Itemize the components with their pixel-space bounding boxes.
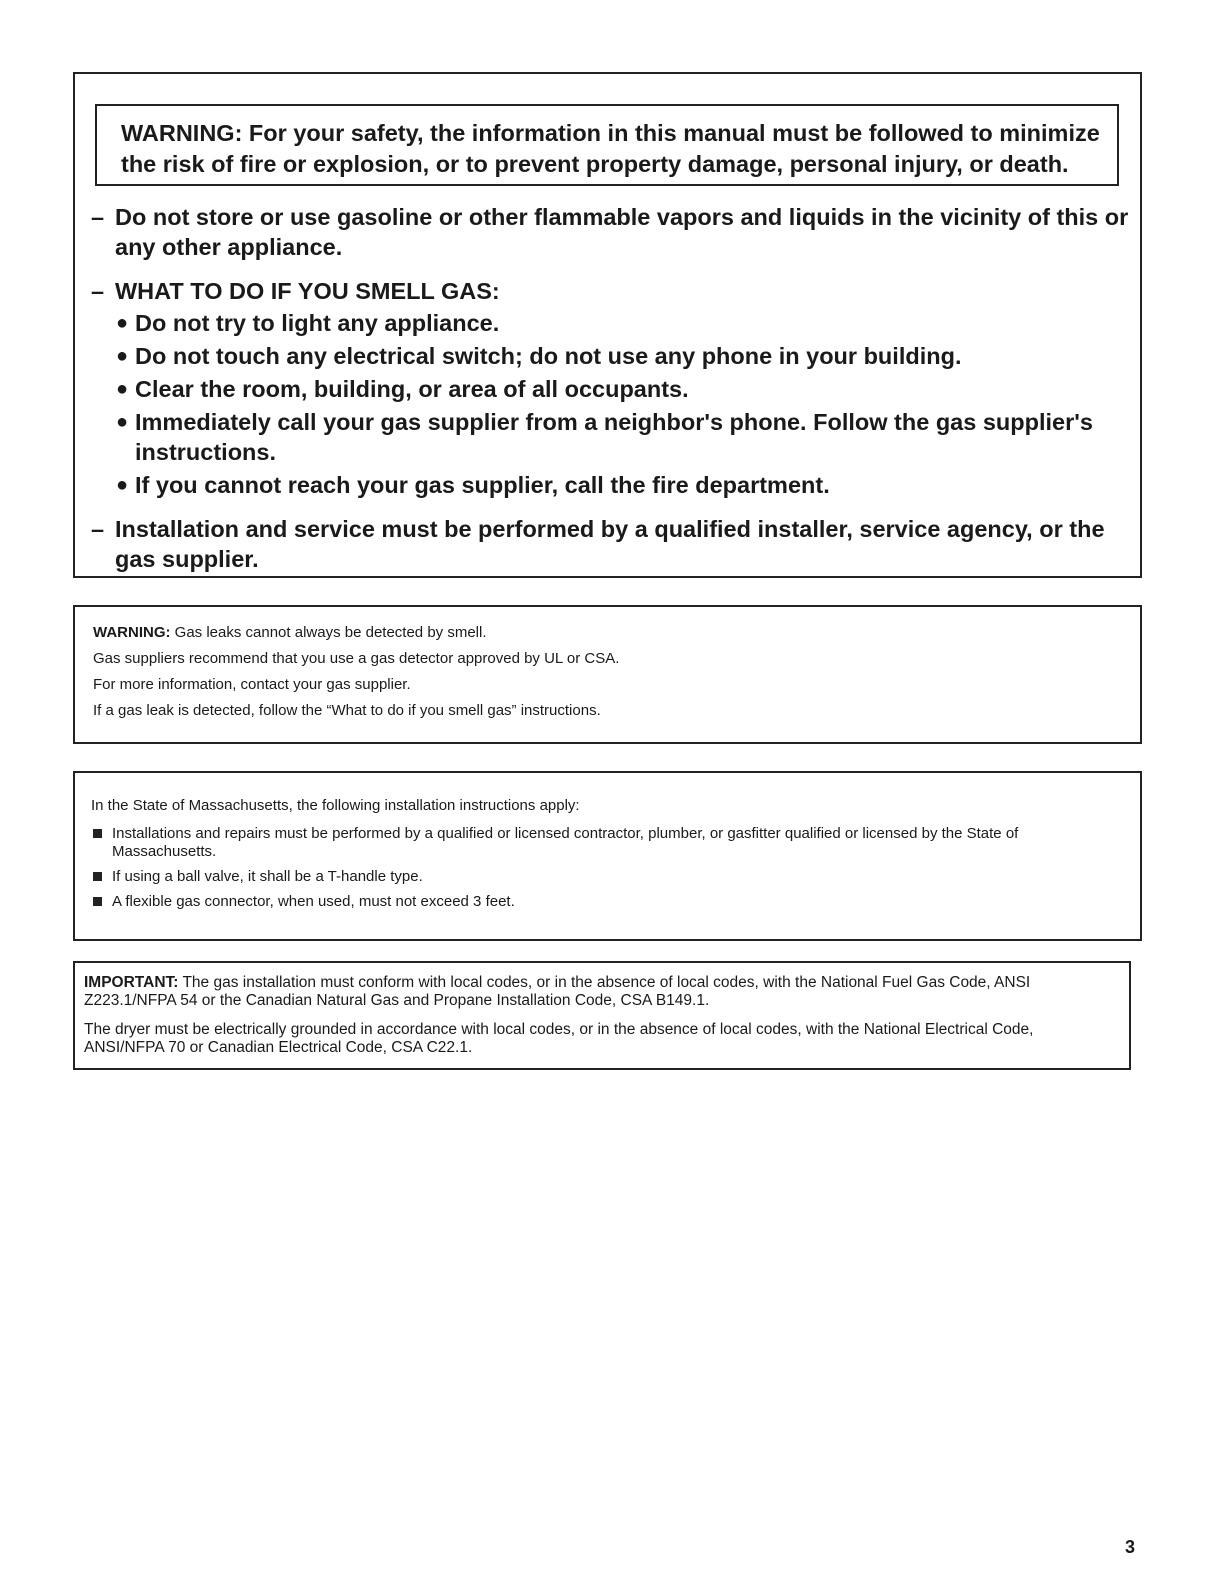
- list-item: [115, 341, 1130, 371]
- bullet-icon: ●: [116, 474, 129, 496]
- list-item: [91, 825, 1120, 861]
- dash-marker: –: [91, 278, 105, 304]
- massachusetts-instructions-box: [73, 771, 1142, 941]
- warning-heading-box: [95, 104, 1119, 186]
- step-text: Do not touch any electrical switch; do not use any phone in your building.: [135, 343, 962, 369]
- smell-gas-steps: [115, 308, 1130, 500]
- bullet-icon: ●: [116, 378, 129, 400]
- gas-codes-paragraph: [84, 974, 1109, 1010]
- step-text: Immediately call your gas supplier from a neighbor's phone. Follow the gas supplier's instructions.: [135, 409, 1093, 465]
- square-bullet-icon: [93, 897, 102, 906]
- dash-marker: –: [91, 204, 105, 230]
- list-item: [115, 308, 1130, 338]
- important-codes-box: [73, 961, 1131, 1070]
- warning-heading-line-2: the risk of fire or explosion, or to prevent property damage, personal injury, or death.: [121, 151, 1069, 177]
- list-item: [91, 276, 1130, 500]
- list-item: [91, 868, 1120, 886]
- step-text: Do not try to light any appliance.: [135, 310, 500, 336]
- list-item: [115, 407, 1130, 467]
- warning-text: Gas leaks cannot always be detected by smell.: [170, 624, 487, 641]
- square-bullet-icon: [93, 829, 102, 838]
- gas-leak-line-3: For more information, contact your gas supplier.: [93, 676, 411, 693]
- bullet-icon: ●: [116, 312, 129, 334]
- item-text: Installations and repairs must be performed by a qualified or licensed contractor, plumber, or gasfitter qualified or licensed by the State of Massachusetts.: [112, 825, 1019, 860]
- list-item: [115, 470, 1130, 500]
- gas-leak-line-4: If a gas leak is detected, follow the “What to do if you smell gas” instructions.: [93, 702, 601, 719]
- flammable-vapors-instruction: Do not store or use gasoline or other flammable vapors and liquids in the vicinity of this or any other appliance.: [115, 204, 1129, 260]
- square-bullet-icon: [93, 872, 102, 881]
- warning-heading-line-1: WARNING: For your safety, the information in this manual must be followed to minimize: [121, 120, 1100, 146]
- list-item: [91, 202, 1130, 262]
- important-codes-text: [84, 974, 1109, 1068]
- warning-label: WARNING:: [93, 624, 171, 641]
- bullet-icon: ●: [116, 411, 129, 433]
- important-label: IMPORTANT:: [84, 974, 179, 991]
- safety-instructions-list: [91, 202, 1130, 588]
- smell-gas-heading: WHAT TO DO IF YOU SMELL GAS:: [115, 278, 500, 304]
- gas-codes-text: The gas installation must conform with local codes, or in the absence of local codes, with the National Fuel Gas Code, ANSI Z223.1/NFPA 54 or the Canadian Natural Gas and Propane Installation Code, CSA B149.1.: [84, 974, 1031, 1009]
- list-item: [115, 374, 1130, 404]
- list-item: [91, 893, 1120, 911]
- massachusetts-intro: In the State of Massachusetts, the following installation instructions apply:: [91, 797, 580, 814]
- gas-leak-warning-text: [93, 624, 619, 728]
- page-number: 3: [1125, 1537, 1136, 1557]
- gas-leak-line-2: Gas suppliers recommend that you use a gas detector approved by UL or CSA.: [93, 650, 620, 667]
- item-text: If using a ball valve, it shall be a T-handle type.: [112, 868, 423, 885]
- gas-safety-warning-box: [73, 72, 1142, 578]
- dash-marker: –: [91, 516, 105, 542]
- list-item: [91, 514, 1130, 574]
- item-text: A flexible gas connector, when used, must not exceed 3 feet.: [112, 893, 515, 910]
- installation-service-instruction: Installation and service must be performed by a qualified installer, service agency, or the gas supplier.: [115, 516, 1105, 572]
- gas-leak-warning-box: [73, 605, 1142, 744]
- electrical-codes-paragraph: The dryer must be electrically grounded in accordance with local codes, or in the absence of local codes, with the National Electrical Code, ANSI/NFPA 70 or Canadian Electrical Code, CSA C22.1.: [84, 1021, 1034, 1056]
- gas-leak-line-1: [93, 624, 619, 642]
- step-text: If you cannot reach your gas supplier, call the fire department.: [135, 472, 830, 498]
- bullet-icon: ●: [116, 345, 129, 367]
- massachusetts-instructions-text: [91, 797, 1120, 918]
- step-text: Clear the room, building, or area of all occupants.: [135, 376, 689, 402]
